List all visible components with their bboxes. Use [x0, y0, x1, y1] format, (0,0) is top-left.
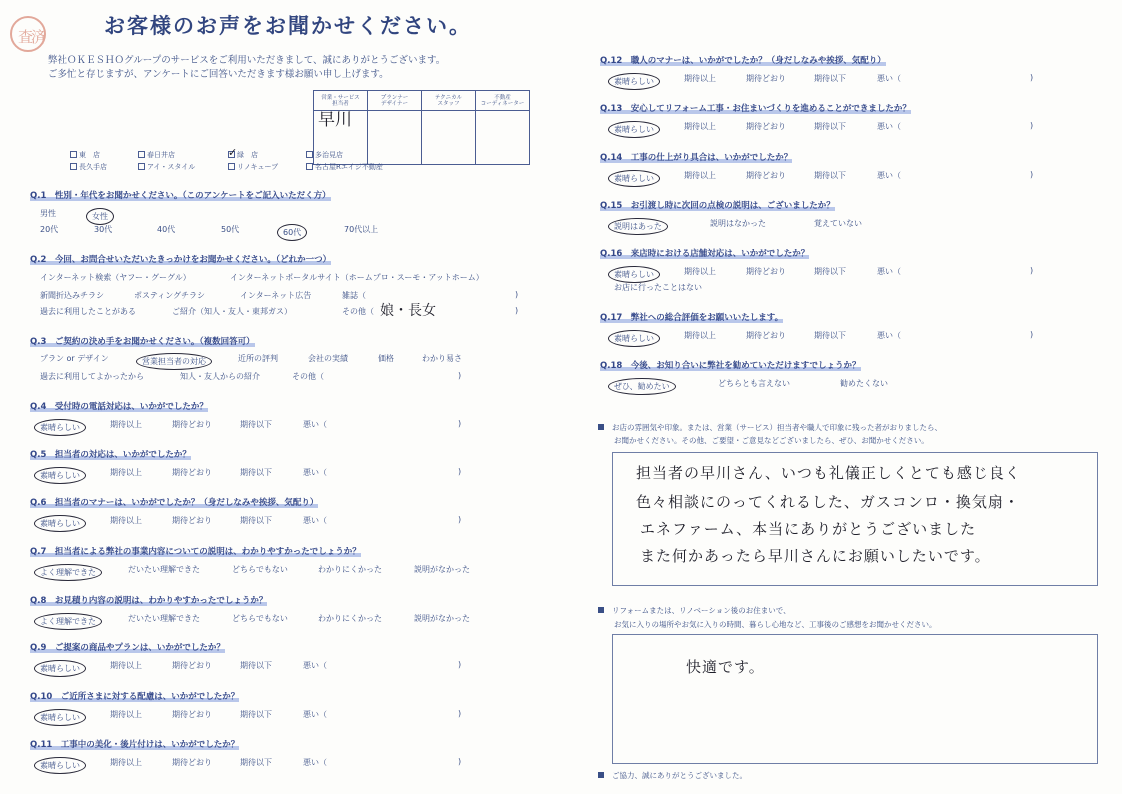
answer-option[interactable]: 近所の評判	[238, 354, 278, 363]
answer-option[interactable]: 悪い（	[877, 74, 901, 83]
answer-selected[interactable]: 素晴らしい	[34, 660, 86, 677]
answer-option[interactable]: 期待どおり	[172, 710, 212, 719]
staff-header-cell	[368, 91, 422, 111]
store-option[interactable]	[70, 162, 107, 172]
bullet-square-icon	[598, 424, 604, 430]
question-text: Q.10 ご近所さまに対する配慮は、いかがでしたか？	[30, 692, 240, 702]
answer-option[interactable]: 期待どおり	[746, 74, 786, 83]
answer-option[interactable]: わかりにくかった	[318, 565, 382, 574]
staff-header-text: デザイナー	[380, 100, 409, 107]
answer-option[interactable]: その他（	[342, 307, 374, 316]
store-option[interactable]	[70, 150, 100, 160]
answer-option[interactable]: 期待以下	[814, 267, 846, 276]
answer-option[interactable]: 期待以下	[814, 171, 846, 180]
checkbox-icon[interactable]	[228, 163, 235, 170]
answer-option[interactable]: 期待以下	[814, 74, 846, 83]
answer-option[interactable]: 覚えていない	[814, 219, 862, 228]
comment-prompt-1	[598, 422, 942, 434]
store-label: リノキューブ	[237, 163, 279, 171]
store-option[interactable]	[228, 162, 278, 172]
close-paren: )	[1030, 266, 1034, 275]
answer-option[interactable]: インターネット検索（ヤフー・グーグル）	[40, 273, 191, 282]
answer-selected[interactable]: 素晴らしい	[34, 757, 86, 774]
question-title	[600, 359, 861, 371]
answer-option[interactable]: 説明はなかった	[710, 219, 766, 228]
store-label: 長久手店	[79, 163, 107, 171]
answer-selected[interactable]: 素晴らしい	[34, 467, 86, 484]
answer-option[interactable]: どちらとも言えない	[718, 379, 790, 388]
handwritten-comment-line: エネファーム、本当にありがとうございました	[640, 520, 977, 538]
staff-name-cell[interactable]	[368, 111, 422, 165]
question-title	[30, 496, 318, 508]
answer-option[interactable]: だいたい理解できた	[128, 614, 200, 623]
answer-selected[interactable]: よく理解できた	[34, 613, 102, 630]
question-text: Q.4 受付時の電話対応は、いかがでしたか？	[30, 402, 208, 412]
answer-option[interactable]: 期待以上	[110, 661, 142, 670]
intro-line-1: 弊社ＯＫＥＳＨＯグループのサービスをご利用いただきまして、誠にありがとうございます。	[48, 55, 446, 66]
question-title	[30, 690, 239, 702]
close-paren: )	[458, 467, 462, 476]
answer-option[interactable]: 悪い（	[877, 331, 901, 340]
staff-header-cell	[476, 91, 530, 111]
question-text: Q.11 工事中の美化・後片付けは、いかがでしたか？	[30, 740, 240, 750]
answer-option[interactable]: 期待以上	[110, 420, 142, 429]
close-paren: )	[1030, 121, 1034, 130]
answer-selected[interactable]: 営業担当者の対応	[136, 353, 212, 370]
answer-selected[interactable]: 素晴らしい	[608, 266, 660, 283]
question-text: Q.15 お引渡し時に次回の点検の説明は、ございましたか？	[600, 201, 835, 211]
stamp-text: 査済	[18, 28, 45, 46]
question-text: Q.12 職人のマナーは、いかがでしたか？（身だしなみや挨拶、気配り）	[600, 56, 886, 66]
answer-selected[interactable]: 素晴らしい	[34, 515, 86, 532]
answer-option[interactable]: 説明がなかった	[414, 565, 470, 574]
store-label: アイ・スタイル	[147, 163, 196, 171]
answer-option[interactable]: ポスティングチラシ	[134, 291, 206, 300]
question-text: Q.9 ご提案の商品やプランは、いかがでしたか？	[30, 643, 225, 653]
answer-selected[interactable]: 説明はあった	[608, 218, 668, 235]
answer-option[interactable]: 雑誌（	[342, 291, 366, 300]
answer-option[interactable]: 悪い（	[303, 758, 327, 767]
answer-option[interactable]: 期待どおり	[746, 331, 786, 340]
handwritten-comment-line: また何かあったら早川さんにお願いしたいです。	[640, 547, 991, 565]
close-paren: )	[515, 306, 519, 315]
close-paren: )	[1030, 330, 1034, 339]
answer-option[interactable]: 期待以上	[110, 758, 142, 767]
store-label: 名古屋Rエイジ不動産	[315, 163, 383, 171]
comment-prompt-2b: お気に入りの場所やお気に入りの時間、暮らし心地など、工事後のご感想をお聞かせください。	[614, 620, 937, 629]
answer-option[interactable]: 新聞折込みチラシ	[40, 291, 104, 300]
answer-option[interactable]: 男性	[40, 209, 56, 218]
question-title	[30, 189, 331, 201]
answer-option[interactable]: わかりにくかった	[318, 614, 382, 623]
store-option[interactable]	[306, 162, 383, 172]
staff-header-text: スタッフ	[437, 100, 460, 107]
question-title	[600, 54, 886, 66]
question-text: Q.3 ご契約の決め手をお聞かせください。（複数回答可）	[30, 337, 255, 347]
question-text: Q.5 担当者の対応は、いかがでしたか？	[30, 450, 191, 460]
question-text: Q.2 今回、お問合せいただいたきっかけをお聞かせください。（どれか一つ）	[30, 255, 332, 265]
question-text: Q.17 弊社への総合評価をお願いいたします。	[600, 313, 784, 323]
question-title	[600, 151, 792, 163]
answer-option[interactable]: 悪い（	[877, 171, 901, 180]
answer-option[interactable]: だいたい理解できた	[128, 565, 200, 574]
close-paren: )	[1030, 170, 1034, 179]
staff-header-cell	[422, 91, 476, 111]
answer-option[interactable]: 過去に利用したことがある	[40, 307, 136, 316]
answer-selected[interactable]: 女性	[86, 208, 114, 225]
checkbox-icon[interactable]	[70, 151, 77, 158]
answer-option[interactable]: 期待以下	[814, 331, 846, 340]
comment-box-2[interactable]	[612, 634, 1098, 764]
answer-option[interactable]: 期待どおり	[172, 468, 212, 477]
staff-header-cell	[314, 91, 368, 111]
question-text: Q.8 お見積り内容の説明は、わかりやすかったでしょうか？	[30, 596, 268, 606]
answer-option[interactable]: お店に行ったことはない	[614, 283, 702, 292]
staff-header-text: 営業・サービス	[321, 94, 360, 101]
answer-option[interactable]: 期待以上	[110, 710, 142, 719]
answer-option[interactable]: 期待どおり	[172, 516, 212, 525]
answer-option[interactable]: 説明がなかった	[414, 614, 470, 623]
checkbox-icon[interactable]	[138, 163, 145, 170]
answer-option[interactable]: どちらでもない	[232, 565, 288, 574]
store-option[interactable]	[138, 150, 175, 160]
answer-selected[interactable]: 素晴らしい	[34, 419, 86, 436]
footer-text: ご協力、誠にありがとうございました。	[612, 771, 747, 780]
answer-option[interactable]: 悪い（	[303, 516, 327, 525]
comment-prompt-2	[598, 605, 791, 617]
close-paren: )	[1030, 73, 1034, 82]
answer-option[interactable]: 会社の実績	[308, 354, 348, 363]
answer-option[interactable]: 期待どおり	[746, 122, 786, 131]
question-title	[30, 594, 267, 606]
comment-prompt-1b: お聞かせください。その他、ご要望・ご意見などございましたら、ぜひ、お聞かせください。	[614, 436, 929, 445]
answer-option[interactable]: インターネットポータルサイト（ホームプロ・スーモ・アットホーム）	[230, 273, 484, 282]
answer-option[interactable]: 悪い（	[877, 122, 901, 131]
answer-option[interactable]: 悪い（	[303, 710, 327, 719]
answer-option[interactable]: 期待以上	[110, 468, 142, 477]
staff-header-text: 不動産	[494, 94, 511, 101]
store-label: 緑 店	[237, 151, 258, 159]
answer-option[interactable]: 期待以下	[240, 661, 272, 670]
answer-option[interactable]: 期待どおり	[172, 420, 212, 429]
answer-option[interactable]: 悪い（	[877, 267, 901, 276]
close-paren: )	[458, 660, 462, 669]
answer-option[interactable]: インターネット広告	[240, 291, 312, 300]
checkbox-icon[interactable]	[306, 163, 313, 170]
answer-option[interactable]: 悪い（	[303, 468, 327, 477]
prompt-text: お店の雰囲気や印象。または、営業（サービス）担当者や職人で印象に残った者がおりましたら、	[612, 423, 942, 432]
close-paren: )	[458, 371, 462, 380]
store-label: 春日井店	[147, 151, 175, 159]
checkbox-icon[interactable]	[306, 151, 313, 158]
question-title	[30, 641, 225, 653]
footer-thanks	[598, 770, 747, 782]
question-title	[600, 199, 835, 211]
answer-option[interactable]: プラン or デザイン	[40, 354, 109, 363]
answer-option[interactable]: 期待どおり	[172, 661, 212, 670]
answer-option[interactable]: 期待以下	[240, 468, 272, 477]
checkbox-icon[interactable]	[228, 151, 235, 158]
staff-header-text: プランナー	[380, 94, 409, 101]
checkbox-icon[interactable]	[70, 163, 77, 170]
handwritten-comment-line: 色々相談にのってくれるした、ガスコンロ・換気扇・	[636, 493, 1020, 511]
answer-option[interactable]: 期待以下	[240, 758, 272, 767]
answer-option[interactable]: 期待以下	[240, 420, 272, 429]
answer-selected[interactable]: 素晴らしい	[608, 330, 660, 347]
answer-selected[interactable]: よく理解できた	[34, 564, 102, 581]
approval-stamp	[10, 16, 46, 52]
answer-option[interactable]: 期待以上	[110, 516, 142, 525]
bullet-square-icon	[598, 772, 604, 778]
question-text: Q.13 安心してリフォーム工事・お住まいづくりを進めることができましたか？	[600, 104, 911, 114]
answer-option[interactable]: 30代	[94, 225, 113, 234]
handwritten-staff-name: 早川	[318, 110, 352, 130]
question-title	[30, 400, 208, 412]
answer-option[interactable]: ご紹介（知人・友人・東邦ガス）	[172, 307, 292, 316]
question-title	[600, 102, 911, 114]
question-title	[30, 448, 191, 460]
answer-option[interactable]: 期待どおり	[746, 171, 786, 180]
answer-option[interactable]: 期待以下	[240, 516, 272, 525]
question-text: Q.14 工事の仕上がり具合は、いかがでしたか？	[600, 153, 793, 163]
answer-option[interactable]: 期待どおり	[172, 758, 212, 767]
answer-option[interactable]: 50代	[221, 225, 240, 234]
question-title	[30, 253, 331, 265]
answer-option[interactable]: 期待以上	[684, 331, 716, 340]
answer-selected[interactable]: 素晴らしい	[34, 709, 86, 726]
close-paren: )	[458, 515, 462, 524]
answer-option[interactable]: 悪い（	[303, 661, 327, 670]
answer-option[interactable]: その他（	[292, 372, 324, 381]
answer-selected[interactable]: 素晴らしい	[608, 121, 660, 138]
answer-option[interactable]: どちらでもない	[232, 614, 288, 623]
handwritten-other-answer: 娘・長女	[380, 303, 436, 319]
prompt-text: リフォームまたは、リノベーション後のお住まいで、	[612, 606, 791, 615]
staff-header-text: テクニカル	[434, 94, 463, 101]
answer-option[interactable]: 期待どおり	[746, 267, 786, 276]
answer-selected[interactable]: 60代	[277, 224, 307, 241]
close-paren: )	[458, 757, 462, 766]
close-paren: )	[515, 290, 519, 299]
answer-option[interactable]: 過去に利用してよかったから	[40, 372, 144, 381]
answer-option[interactable]: 期待以上	[684, 267, 716, 276]
staff-name-cell[interactable]	[422, 111, 476, 165]
close-paren: )	[458, 419, 462, 428]
answer-option[interactable]: 期待以下	[240, 710, 272, 719]
staff-name-cell[interactable]	[476, 111, 530, 165]
question-text: Q.18 今後、お知り合いに弊社を勧めていただけますでしょうか？	[600, 361, 861, 371]
page-title: お客様のお声をお聞かせください。	[104, 14, 472, 38]
answer-selected[interactable]: ぜひ、勧めたい	[608, 378, 676, 395]
store-label: 多治見店	[315, 151, 343, 159]
intro-line-2: ご多忙と存じますが、アンケートにご回答いただきます様お願い申し上げます。	[48, 69, 389, 80]
answer-option[interactable]: 期待以上	[684, 74, 716, 83]
answer-option[interactable]: 悪い（	[303, 420, 327, 429]
staff-header-text: 担当者	[332, 100, 349, 107]
question-title	[600, 247, 809, 259]
close-paren: )	[458, 709, 462, 718]
answer-option[interactable]: 価格	[378, 354, 394, 363]
handwritten-comment-line: 担当者の早川さん、いつも礼儀正しくとても感じ良く	[636, 464, 1021, 482]
answer-option[interactable]: 勧めたくない	[840, 379, 888, 388]
answer-option[interactable]: 20代	[40, 225, 59, 234]
answer-option[interactable]: 期待以上	[684, 171, 716, 180]
answer-selected[interactable]: 素晴らしい	[608, 170, 660, 187]
staff-table	[313, 90, 530, 165]
answer-option[interactable]: 40代	[157, 225, 176, 234]
answer-option[interactable]: わかり易さ	[422, 354, 462, 363]
question-title	[30, 738, 239, 750]
staff-header-text: コーディネーター	[480, 100, 525, 107]
store-option[interactable]	[138, 162, 195, 172]
checkbox-icon[interactable]	[138, 151, 145, 158]
answer-option[interactable]: 期待以上	[684, 122, 716, 131]
answer-option[interactable]: 知人・友人からの紹介	[180, 372, 260, 381]
question-text: Q.6 担当者のマナーは、いかがでしたか？（身だしなみや挨拶、気配り）	[30, 498, 319, 508]
bullet-square-icon	[598, 607, 604, 613]
question-title	[30, 545, 361, 557]
question-text: Q.1 性別・年代をお聞かせください。（このアンケートをご記入いただく方）	[30, 191, 331, 201]
store-label: 東 店	[79, 151, 100, 159]
question-text: Q.16 来店時における店舗対応は、いかがでしたか？	[600, 249, 810, 259]
handwritten-comment-line: 快適です。	[686, 658, 765, 676]
answer-option[interactable]: 70代以上	[344, 225, 379, 234]
question-title	[30, 335, 255, 347]
answer-option[interactable]: 期待以下	[814, 122, 846, 131]
answer-selected[interactable]: 素晴らしい	[608, 73, 660, 90]
question-title	[600, 311, 783, 323]
question-text: Q.7 担当者による弊社の事業内容についての説明は、わかりやすかったでしょうか？	[30, 547, 361, 557]
store-option[interactable]	[228, 150, 258, 160]
store-option[interactable]	[306, 150, 343, 160]
